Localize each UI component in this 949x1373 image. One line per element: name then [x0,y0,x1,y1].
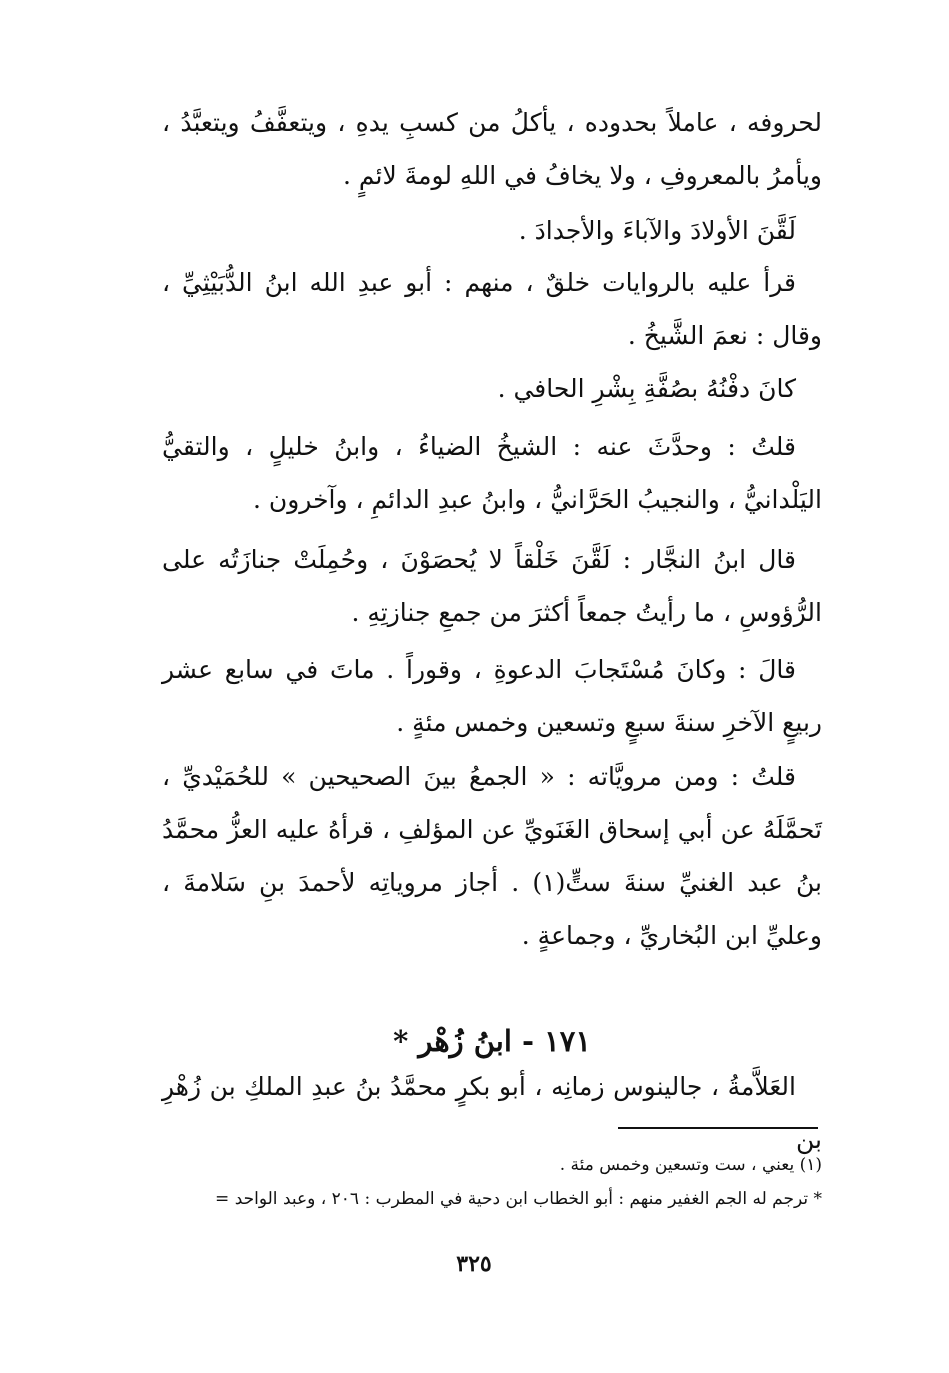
entry-first-line: العَلاَّمةُ ، جالينوس زمانِه ، أبو بكرٍ محمَّدُ بنُ عبدِ الملكِ بن زُهْرِ بن [162,1072,822,1154]
body-paragraph: قال ابنُ النجَّار : لَقَّنَ خَلْقاً لا يُحصَوْنَ ، وحُمِلَتْ جنازَتُه على الرُّؤوسِ ، ما رأيتُ جمعاً أكثرَ من جمعِ جنازتِهِ . [162,545,822,627]
body-paragraph: قالَ : وكانَ مُسْتَجابَ الدعوةِ ، وقوراً . ماتَ في سابع عشر ربيعٍ الآخرِ سنةَ سبعٍ وتسعين وخمس مئةٍ . [162,655,822,737]
page-number: ٣٢٥ [456,1251,492,1277]
footnote-divider [618,1127,818,1129]
body-paragraph: لحروفه ، عاملاً بحدوده ، يأكلُ من كسبِ يدهِ ، ويتعفَّفُ ويتعبَّدُ ، ويأمرُ بالمعروفِ ، ولا يخافُ في اللهِ لومةَ لائمٍ . [162,108,822,190]
body-paragraph: قلتُ : ومن مرويَّاته : « الجمعُ بينَ الصحيحين » للحُمَيْديِّ ، تَحمَّلَهُ عن أبي إسحاق الغَنَويِّ عن المؤلفِ ، قرأهُ عليه العزُّ محمَّدُ بنُ عبد الغنيِّ سنةَ ستٍّ(١) . أجاز مروياتِه لأحمدَ بنِ سَلامةَ ، وعليِّ ابن البُخاريِّ ، وجماعةٍ . [162,762,822,950]
body-paragraph: قلتُ : وحدَّثَ عنه : الشيخُ الضياءُ ، وابنُ خليلٍ ، والتقيُّ اليَلْدانيُّ ، والنجيبُ الحَرَّانيُّ ، وابنُ عبدِ الدائمِ ، وآخرون . [162,432,822,514]
footnotes [130,1148,822,1216]
footnote: (١) يعني ، ست وتسعين وخمس مئة . [559,1155,822,1175]
footnote: * ترجم له الجم الغفير منهم : أبو الخطاب ابن دحية في المطرب : ٢٠٦ ، وعبد الواحد = [215,1189,822,1209]
body-paragraph: لَقَّنَ الأولادَ والآباءَ والأجدادَ . [518,216,796,245]
body-paragraph: قرأ عليه بالروايات خلقٌ ، منهم : أبو عبدِ الله ابنُ الدُّبَيْثِيِّ ، وقال : نعمَ الشَّيخُ . [162,268,822,350]
entry-heading: ١٧١ - ابنُ زُهْر * [393,1024,591,1059]
body-paragraph: كانَ دفْنُهُ بصُفَّةِ بِشْرِ الحافي . [497,374,796,403]
